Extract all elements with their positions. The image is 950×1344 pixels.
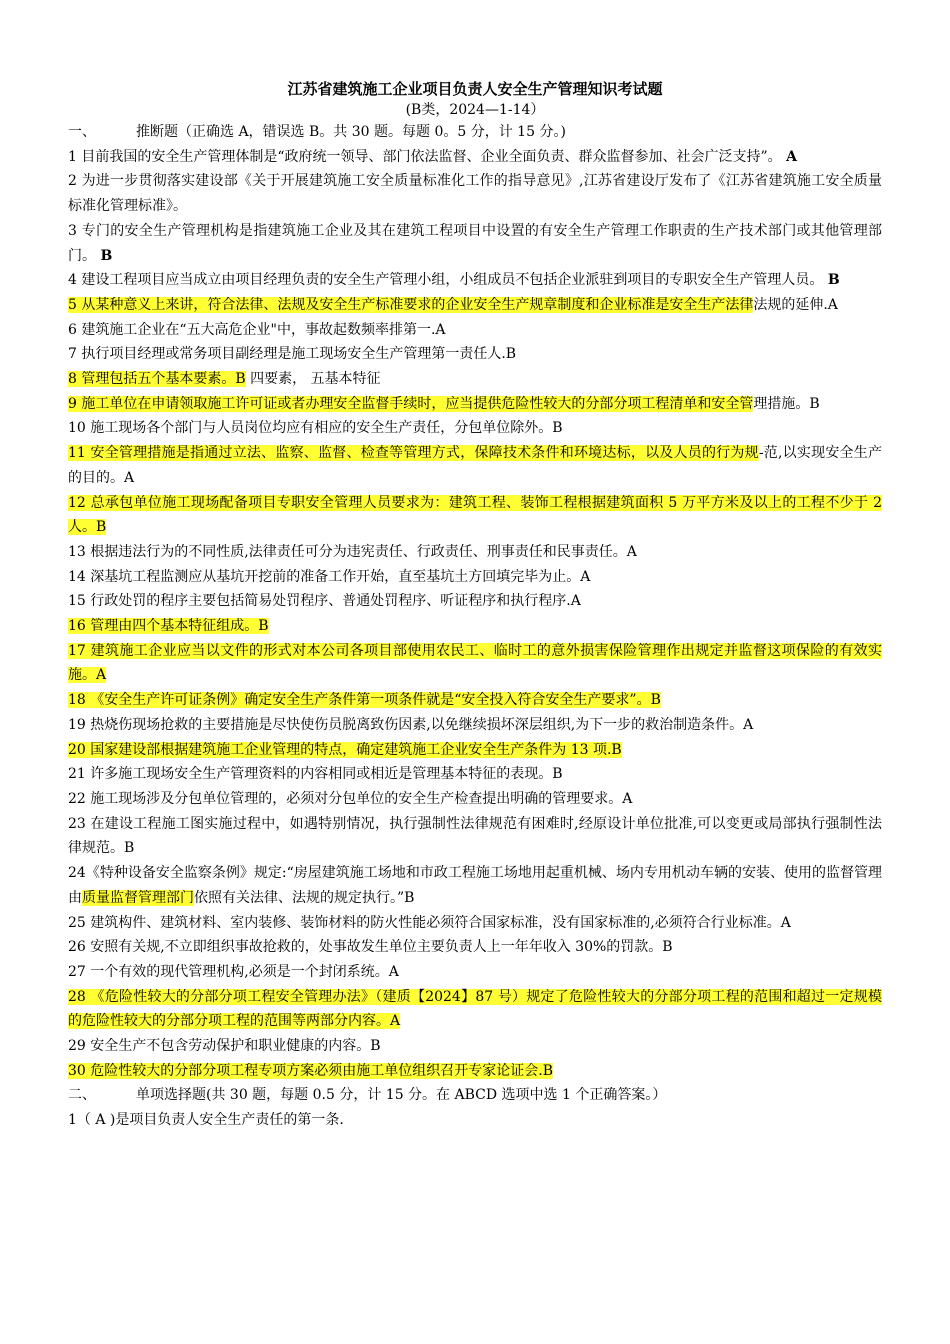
section-heading-1 [68,120,882,145]
section-text: 单项选择题(共 30 题，每题 0.5 分，计 15 分。在 ABCD 选项中选 1 个正确答案。） [136,1087,667,1104]
question-text: 1 目前我国的安全生产管理体制是“政府统一领导、部门依法监督、企业全面负责、群众监督参加、社会广泛支持”。 [68,148,782,165]
question-text: 22 施工现场涉及分包单位管理的，必须对分包单位的安全生产检查提出明确的管理要求。A [68,790,633,807]
question-item [68,1059,882,1084]
question-item [68,342,882,367]
question-item [68,935,882,960]
answer-label: B [100,247,113,264]
question-item [68,145,882,170]
section-text: 推断题（正确选 A，错误选 B。共 30 题。每题 0。5 分，计 15 分。) [136,124,566,140]
question-item [68,441,882,490]
question-text: 法规的延伸.A [753,296,838,313]
question-item [68,762,882,787]
question-text: 6 建筑施工企业在“五大高危企业"中，事故起数频率排第一.A [68,321,446,338]
question-text: -范,以实现安全生产的目的。A [68,445,882,486]
question-text: 24《特种设备安全监察条例》规定:“房屋建筑施工场地和市政工程施工场地用起重机械、场内专用机动车辆的安装、使用的监督管理由 [68,865,882,906]
highlighted-text: 12 总承包单位施工现场配备项目专职安全管理人员要求为：建筑工程、装饰工程根据建筑面积 5 万平方米及以上的工程不少于 2 人。B [68,494,882,536]
question-item [68,589,882,614]
question-item [68,861,882,910]
question-item: 1（ A )是项目负责人安全生产责任的第一条. [68,1112,344,1129]
answer-label: B [827,272,840,289]
section-heading-2 [68,1083,882,1108]
question-item [68,688,882,713]
highlighted-text: 28 《危险性较大的分部分项工程安全管理办法》（建质【2024】87 号）规定了危险性较大的分部分项工程的范围和超过一定规模的危险性较大的分部分项工程的范围等两部分内容。A [68,988,882,1030]
section-number: 二、 [68,1087,96,1104]
highlighted-text: 质量监督管理部门 [82,889,194,906]
highlighted-text: 18 《安全生产许可证条例》确定安全生产条件第一项条件就是“安全投入符合安全生产要求”。B [68,692,661,709]
question-list [68,145,882,1084]
highlighted-text: 5 从某种意义上来讲，符合法律、法规及安全生产标准要求的企业安全生产规章制度和企业标准是安全生产法律 [68,296,754,313]
question-text: 2 为进一步贯彻落实建设部《关于开展建筑施工安全质量标准化工作的指导意见》,江苏省建设厅发布了《江苏省建筑施工安全质量标准化管理标准》。 [68,173,882,215]
question-text: 7 执行项目经理或常务项目副经理是施工现场安全生产管理第一责任人.B [68,346,517,363]
question-item [68,1034,882,1059]
question-item [68,565,882,590]
highlighted-text: 17 建筑施工企业应当以文件的形式对本公司各项目部使用农民工、临时工的意外损害保险管理作出规定并监督这项保险的有效实施。A [68,642,882,684]
highlighted-text: 8 管理包括五个基本要素。B [68,371,246,388]
highlighted-text: 11 安全管理措施是指通过立法、监察、监督、检查等管理方式，保障技术条件和环境达标，以及人员的行为规 [68,445,759,462]
question-item [68,268,882,293]
question-item [68,318,882,343]
question-text: 23 在建设工程施工图实施过程中，如遇特别情况，执行强制性法律规范有困难时,经原设计单位批准,可以变更或局部执行强制性法律规范。B [68,815,882,857]
question-item [68,812,882,861]
highlighted-text: 20 国家建设部根据建筑施工企业管理的特点，确定建筑施工企业安全生产条件为 13 项.B [68,741,622,758]
section-number: 一、 [68,124,96,140]
question-item [68,614,882,639]
question-item [68,293,882,318]
highlighted-text: 9 施工单位在申请领取施工许可证或者办理安全监督手续时，应当提供危险性较大的分部分项工程清单和安全管 [68,395,754,412]
question-item [68,639,882,688]
question-text: 26 安照有关规,不立即组织事故抢救的，处事故发生单位主要负责人上一年年收入 30%的罚款。B [68,939,673,956]
question-item [68,491,882,540]
question-text: 3 专门的安全生产管理机构是指建筑施工企业及其在建筑工程项目中设置的有安全生产管理工作职责的生产技术部门或其他管理部门。 [68,222,882,264]
question-text: 4 建设工程项目应当成立由项目经理负责的安全生产管理小组，小组成员不包括企业派驻到项目的专职安全生产管理人员。 [68,272,824,289]
question-text: 10 施工现场各个部门与人员岗位均应有相应的安全生产责任，分包单位除外。B [68,420,563,437]
question-text: 25 建筑构件、建筑材料、室内装修、装饰材料的防火性能必须符合国家标准，没有国家标准的,必须符合行业标准。A [68,914,791,931]
highlighted-text: 30 危险性较大的分部分项工程专项方案必须由施工单位组织召开专家论证会.B [68,1062,554,1079]
question-text: 29 安全生产不包含劳动保护和职业健康的内容。B [68,1038,381,1055]
document-subtitle: (B类，2024—1-14） [405,102,545,118]
document-title: 江苏省建筑施工企业项目负责人安全生产管理知识考试题 [287,80,663,98]
question-item [68,985,882,1034]
question-item [68,219,882,268]
question-text: 15 行政处罚的程序主要包括简易处罚程序、普通处罚程序、听证程序和执行程序.A [68,593,581,610]
question-item [68,416,882,441]
question-item [68,738,882,763]
question-item [68,367,882,392]
highlighted-text: 16 管理由四个基本特征组成。B [68,618,269,635]
question-text: 19 热烧伤现场抢救的主要措施是尽快使伤员脱离致伤因素,以免继续损坏深层组织,为下一步的救治制造条件。A [68,716,754,733]
question-text: 13 根据违法行为的不同性质,法律责任可分为违宪责任、行政责任、刑事责任和民事责任。A [68,543,637,560]
question-text: 21 许多施工现场安全生产管理资料的内容相同或相近是管理基本特征的表现。B [68,766,563,783]
question-text: 27 一个有效的现代管理机构,必须是一个封闭系统。A [68,963,399,980]
question-item [68,911,882,936]
question-item [68,169,882,218]
question-text: 14 深基坑工程监测应从基坑开挖前的准备工作开始，直至基坑土方回填完毕为止。A [68,568,591,585]
question-item [68,540,882,565]
question-item [68,960,882,985]
question-item [68,392,882,417]
answer-label: A [786,148,797,165]
question-item [68,787,882,812]
question-text: 理措施。B [753,395,820,412]
question-text: 四要素， 五基本特征 [245,371,381,388]
question-item [68,713,882,738]
question-text: 依照有关法律、法规的规定执行。”B [194,889,415,906]
